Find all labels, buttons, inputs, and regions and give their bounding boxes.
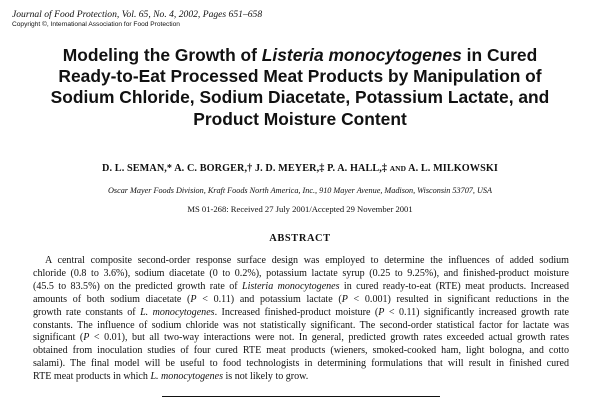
abstract-line: (45.5 to 83.5%) on the predicted growth rate of Listeria monocytogenes in cured ready-to-eat (RTE) meat products. Increased <box>33 280 570 292</box>
author-conjunction: AND <box>389 164 407 173</box>
abstract-line: growth rate constants of L. monocytogenes. Increased finished-product moisture (P < 0.11) significantly increased growth rate <box>33 306 569 318</box>
affiliation: Oscar Mayer Foods Division, Kraft Foods North America, Inc., 910 Mayer Avenue, Madison, Wisconsin 53707, USA <box>107 186 492 195</box>
abstract-line: constants. The influence of sodium chloride was not statistically significant. The second-order statistical factor for lactate was <box>33 319 569 331</box>
section-divider <box>162 396 440 397</box>
abstract-line: chloride (0.8 to 3.6%), sodium diacetate (0 to 0.2%), potassium lactate syrup (0.25 to 9.25%), and finished-product moisture <box>33 267 569 279</box>
title-line-2: Ready-to-Eat Processed Meat Products by Manipulation of <box>58 66 542 87</box>
abstract-line: salami). The final model will be useful to food technologists in determining formulations that will result in finished cured <box>33 358 569 370</box>
abstract-line: RTE meat products in which L. monocytogenes is not likely to grow. <box>33 371 309 383</box>
manuscript-info: MS 01-268: Received 27 July 2001/Accepted 29 November 2001 <box>187 204 413 214</box>
title-line-1 <box>0 45 600 66</box>
abstract-body <box>33 255 569 384</box>
paper-title <box>0 45 600 130</box>
title-line-3: Sodium Chloride, Sodium Diacetate, Potassium Lactate, and <box>50 87 550 108</box>
title-text: in Cured <box>461 45 538 65</box>
abstract-heading: ABSTRACT <box>269 233 331 244</box>
author-list <box>0 163 600 174</box>
journal-citation: Journal of Food Protection, Vol. 65, No. 4, 2002, Pages 651–658 <box>12 9 263 20</box>
author-names: D. L. SEMAN,* A. C. BORGER,† J. D. MEYER,‡ P. A. HALL,‡ <box>102 163 388 174</box>
title-species: Listeria monocytogenes <box>261 45 462 65</box>
abstract-line: amounts of both sodium diacetate (P < 0.11) and potassium lactate (P < 0.001) resulted in significant reductions in the <box>33 293 569 305</box>
abstract-line: significant (P < 0.01), but all two-way interactions were not. In general, predicted growth rates exceeded actual growth rates <box>33 332 569 344</box>
author-last: A. L. MILKOWSKI <box>408 163 498 174</box>
title-text: Modeling the Growth of <box>62 45 262 65</box>
abstract-line: obtained from inoculation studies of four cured RTE meat products (wieners, smoked-cooked ham, light bologna, and cotto <box>33 345 569 357</box>
abstract-line: A central composite second-order response surface design was employed to determine the influences of added sodium <box>45 255 569 266</box>
copyright-notice: Copyright ©, International Association for Food Protection <box>12 21 180 28</box>
title-line-4: Product Moisture Content <box>193 108 407 129</box>
